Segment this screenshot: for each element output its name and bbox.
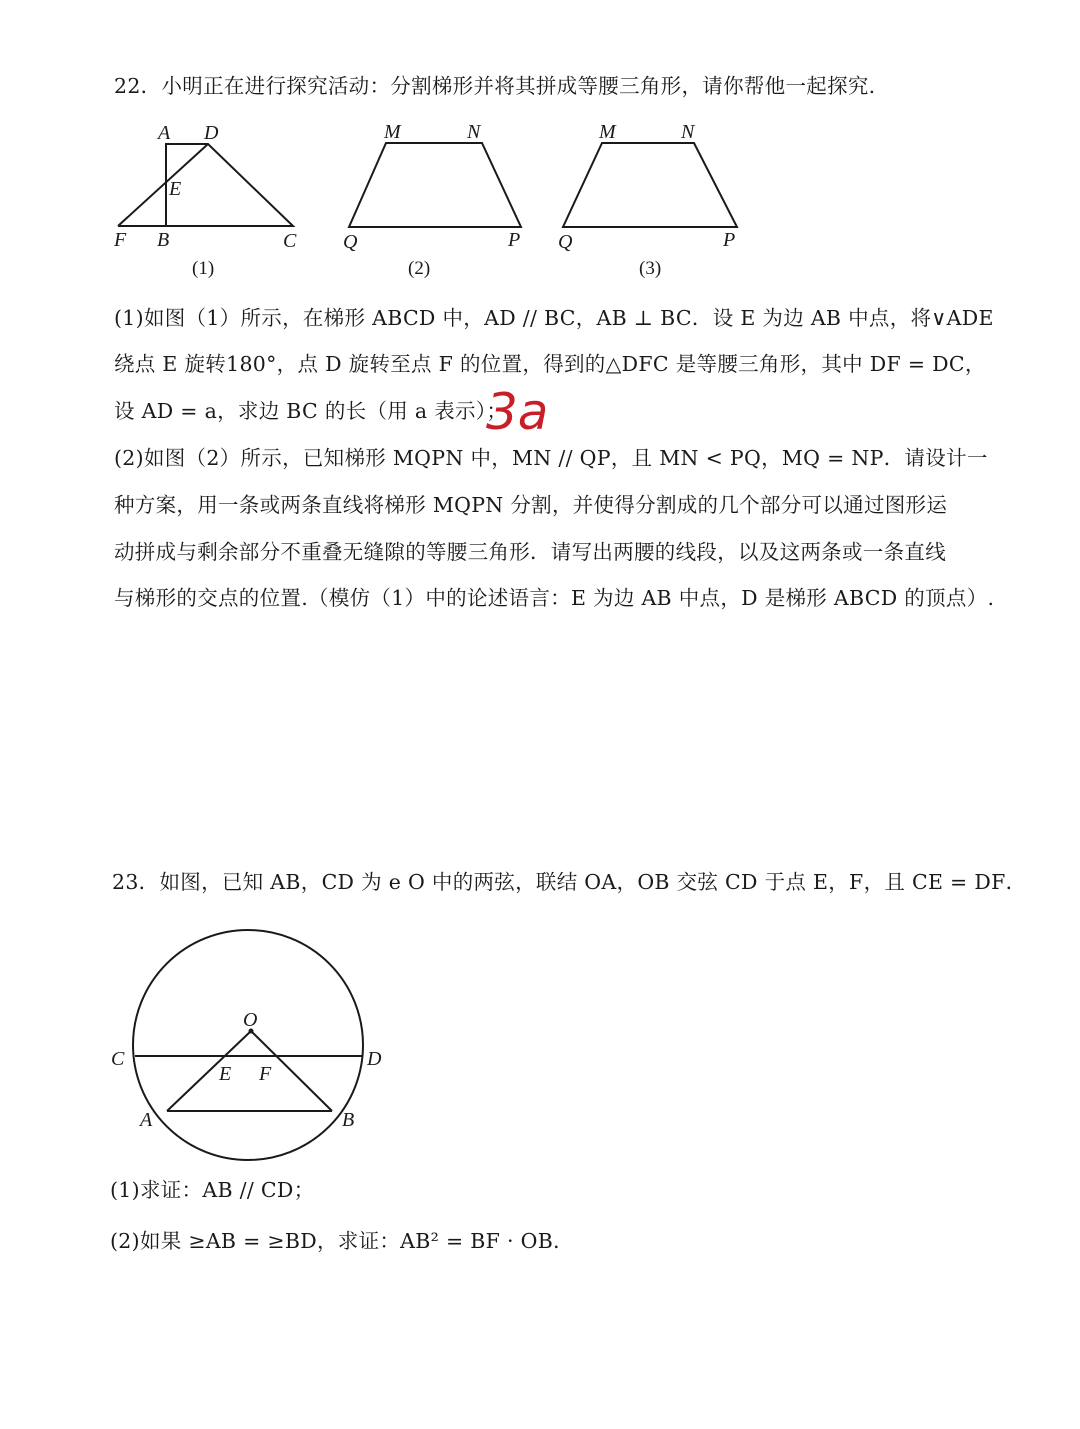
q22-part2-line1: (2)如图（2）所示，已知梯形 MQPN 中，MN // QP，且 MN < PQ，MQ = NP．请设计一 xyxy=(114,446,988,470)
figure-2-trapezoid-mqpn xyxy=(340,118,540,283)
label-O: O xyxy=(243,1009,258,1031)
figure-2-caption: (2) xyxy=(408,258,431,279)
question-23-title: 23．如图，已知 AB，CD 为 e O 中的两弦，联结 OA，OB 交弦 CD 于点 E，F，且 CE = DF． xyxy=(112,870,1027,894)
label-F: F xyxy=(259,1063,272,1085)
q22-part1-line2: 绕点 E 旋转180°，点 D 旋转至点 F 的位置，得到的△DFC 是等腰三角形，其中 DF = DC， xyxy=(114,352,986,376)
segment-oa xyxy=(167,1031,251,1111)
label-D: D xyxy=(204,122,219,144)
label-D: D xyxy=(367,1048,382,1070)
label-M: M xyxy=(384,121,401,143)
label-A: A xyxy=(158,122,171,144)
trapezoid-mqpn-shape-3 xyxy=(563,143,737,227)
figure-3-trapezoid-mqpn xyxy=(555,118,755,283)
label-B: B xyxy=(157,229,170,251)
q23-part2: (2)如果 ≥AB = ≥BD，求证：AB² = BF · OB． xyxy=(110,1229,574,1253)
label-P: P xyxy=(723,229,736,251)
label-A: A xyxy=(140,1109,153,1131)
label-C: C xyxy=(283,230,297,252)
q22-part1-line1: (1)如图（1）所示，在梯形 ABCD 中，AD // BC，AB ⊥ BC．设 E 为边 AB 中点，将∨ADE xyxy=(114,306,994,330)
label-E: E xyxy=(169,178,182,200)
figure-3-caption: (3) xyxy=(639,258,662,279)
handwritten-answer: 3a xyxy=(486,383,549,441)
figure-1-trapezoid-abcd xyxy=(110,118,310,283)
circle-o xyxy=(133,930,363,1160)
label-N: N xyxy=(467,121,481,143)
label-N: N xyxy=(681,121,695,143)
q22-part1-line3: 设 AD = a，求边 BC 的长（用 a 表示）； xyxy=(114,399,508,423)
label-B: B xyxy=(342,1109,355,1131)
q22-part2-line4: 与梯形的交点的位置.（模仿（1）中的论述语言：E 为边 AB 中点，D 是梯形 ABCD 的顶点）. xyxy=(114,586,995,610)
trapezoid-abcd-shape xyxy=(118,144,293,226)
question-22-title: 22．小明正在进行探究活动：分割梯形并将其拼成等腰三角形，请你帮他一起探究. xyxy=(114,74,876,98)
figure-circle-o xyxy=(100,930,420,1170)
q23-part1: (1)求证：AB // CD； xyxy=(110,1178,315,1202)
label-F: F xyxy=(114,229,127,251)
label-Q: Q xyxy=(558,231,573,253)
figure-1-caption: (1) xyxy=(192,258,215,279)
trapezoid-mqpn-shape xyxy=(349,143,521,227)
q22-part2-line3: 动拼成与剩余部分不重叠无缝隙的等腰三角形．请写出两腰的线段，以及这两条或一条直线 xyxy=(114,540,946,564)
label-E: E xyxy=(219,1063,232,1085)
q22-part2-line2: 种方案，用一条或两条直线将梯形 MQPN 分割，并使得分割成的几个部分可以通过图形运 xyxy=(114,493,948,517)
label-P: P xyxy=(508,229,521,251)
label-M: M xyxy=(599,121,616,143)
label-C: C xyxy=(111,1048,125,1070)
label-Q: Q xyxy=(343,231,358,253)
